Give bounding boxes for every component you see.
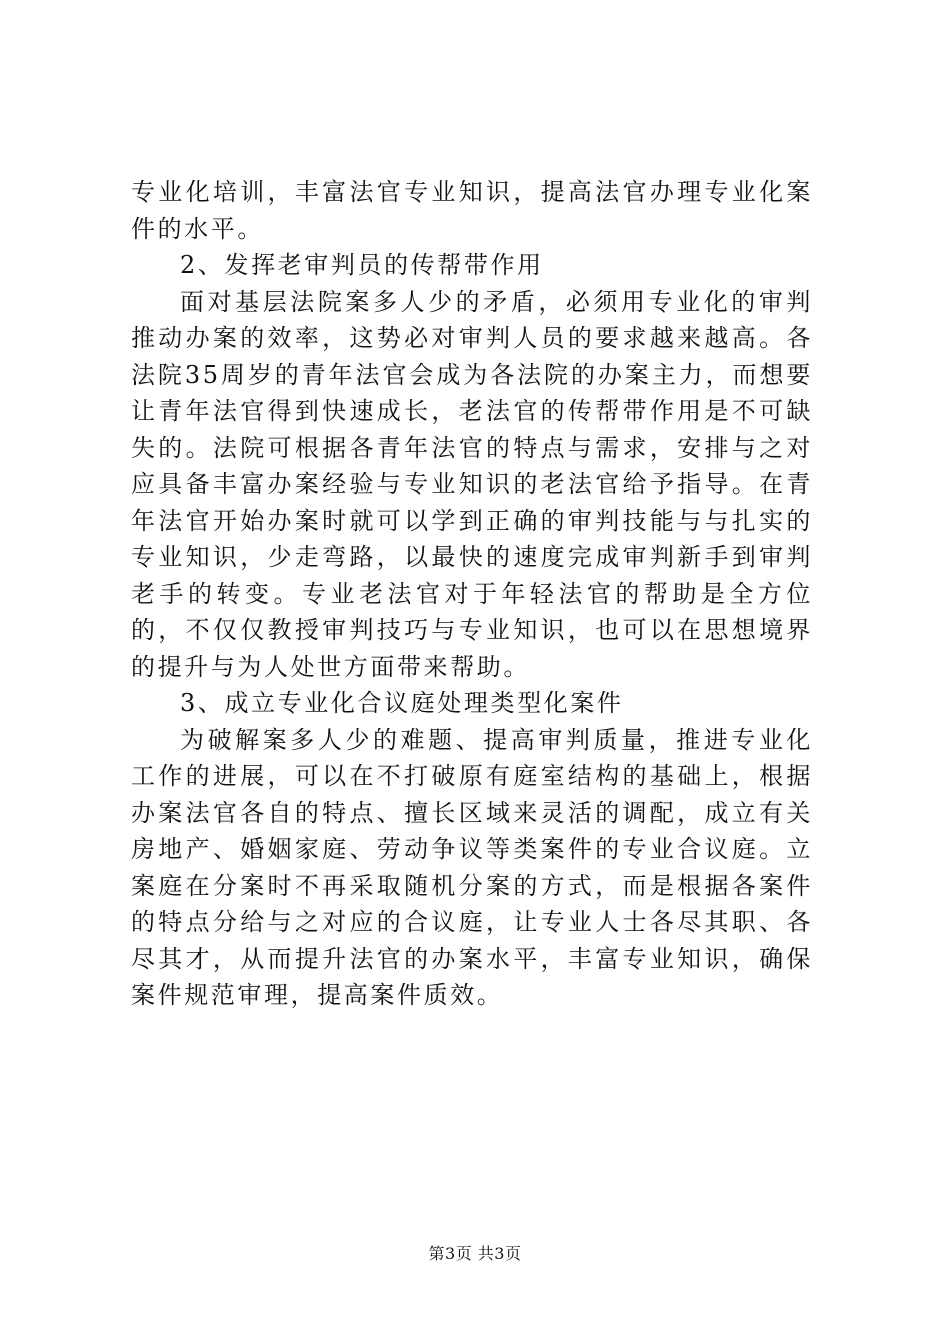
document-body	[131, 174, 813, 1014]
paragraph-continuation: 专业化培训，丰富法官专业知识，提高法官办理专业化案件的水平。	[131, 178, 813, 243]
paragraph-collegial-panel: 为破解案多人少的难题、提高审判质量，推进专业化工作的进展，可以在不打破原有庭室结构的基础上，根据办案法官各自的特点、擅长区域来灵活的调配，成立有关房地产、婚姻家庭、劳动争议等类案件的专业合议庭。立案庭在分案时不再采取随机分案的方式，而是根据各案件的特点分给与之对应的合议庭，让专业人士各尽其职、各尽其才，从而提升法官的办案水平，丰富专业知识，确保案件规范审理，提高案件质效。	[131, 725, 813, 1009]
page-number: 第3页 共3页	[428, 1244, 522, 1263]
paragraph-mentoring: 面对基层法院案多人少的矛盾，必须用专业化的审判推动办案的效率，这势必对审判人员的要求越来越高。各法院35周岁的青年法官会成为各法院的办案主力，而想要让青年法官得到快速成长，老法官的传帮带作用是不可缺失的。法院可根据各青年法官的特点与需求，安排与之对应具备丰富办案经验与专业知识的老法官给予指导。在青年法官开始办案时就可以学到正确的审判技能与与扎实的专业知识，少走弯路，以最快的速度完成审判新手到审判老手的转变。专业老法官对于年轻法官的帮助是全方位的，不仅仅教授审判技巧与专业知识，也可以在思想境界的提升与为人处世方面带来帮助。	[131, 287, 813, 681]
section-heading-2: 2、发挥老审判员的传帮带作用	[180, 251, 544, 279]
section-heading-3: 3、成立专业化合议庭处理类型化案件	[180, 689, 624, 717]
